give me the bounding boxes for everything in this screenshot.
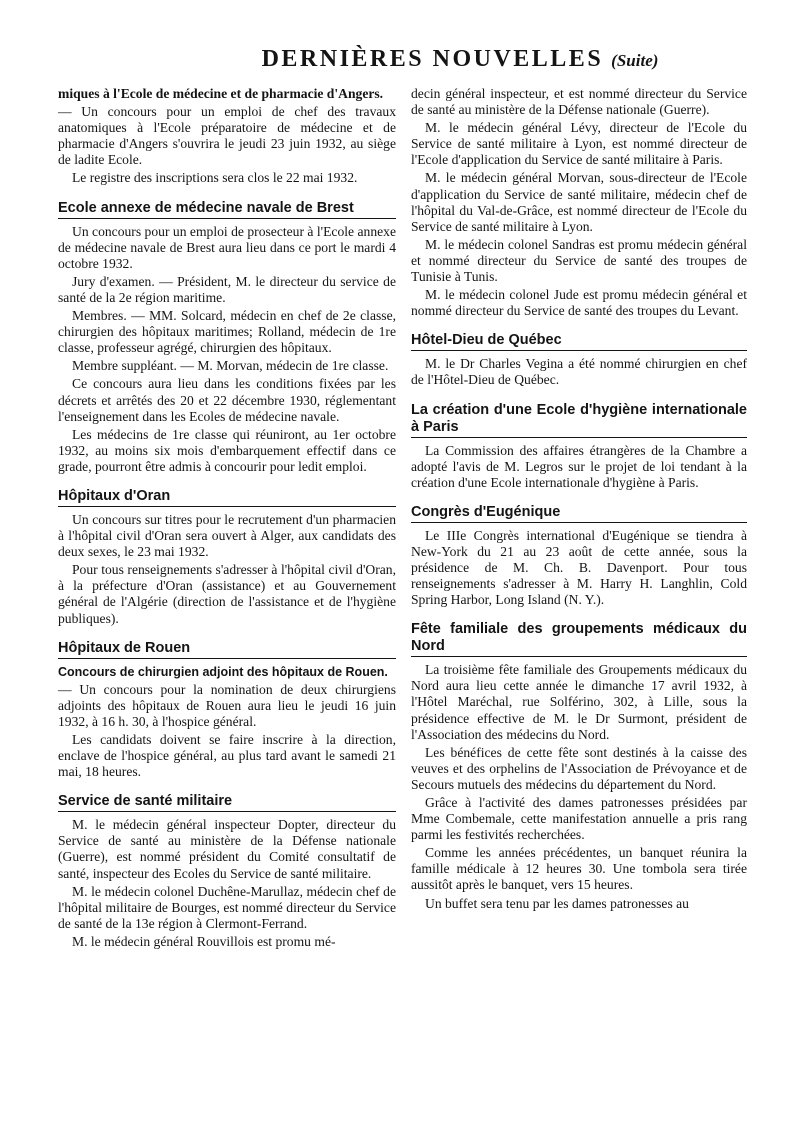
section-heading-fete: Fête familiale des groupements médicaux du Nord: [411, 621, 747, 657]
paragraph: Un concours pour un emploi de prosecteur à l'Ecole annexe de médecine navale de Brest aura lieu dans ce port le mardi 4 octobre 1932.: [58, 223, 396, 271]
paragraph: Comme les années précédentes, un banquet réunira la famille médicale à 12 heures 30. Une tombola sera tirée aussitôt après le banquet, vers 15 heures.: [411, 845, 747, 893]
intro-paragraph: — Un concours pour un emploi de chef des travaux anatomiques à l'Ecole préparatoire de médecine et de pharmacie d'Angers s'ouvrira le jeudi 23 juin 1932, au siège de ladite Ecole.: [58, 104, 396, 168]
running-head-title: DERNIÈRES NOUVELLES: [261, 46, 604, 72]
section-heading-militaire: Service de santé militaire: [58, 793, 396, 812]
paragraph: Un concours sur titres pour le recrutement d'un pharmacien à l'hôpital civil d'Oran sera ouvert à Alger, aux candidats des deux sexes, le 23 mai 1932.: [58, 511, 396, 560]
intro-line: miques à l'Ecole de médecine et de pharmacie d'Angers.: [58, 86, 384, 101]
paragraph: Membres. — MM. Solcard, médecin en chef de 2e classe, chirurgien des hôpitaux maritimes; Rolland, médecin de 1re classe, professeur agrégé, chirurgien des hôpitaux.: [58, 308, 396, 356]
paragraph: Grâce à l'activité des dames patronesses présidées par Mme Combemale, cette manifestation annuelle a pris rang parmi les festivités recherchées.: [411, 795, 747, 843]
right-column: [411, 86, 747, 914]
section-heading-rouen: Hôpitaux de Rouen: [58, 640, 396, 659]
paragraph: Un buffet sera tenu par les dames patronesses au: [425, 895, 689, 911]
left-column: [58, 86, 396, 952]
paragraph: M. le médecin colonel Sandras est promu médecin général et nommé directeur du Service de santé des troupes de Tunisie à Tunis.: [411, 236, 747, 285]
paragraph: Ce concours aura lieu dans les conditions fixées par les décrets et arrêtés des 20 et 22 décembre 1930, réglementant l'enseignement dans les Ecoles de médecine navale.: [58, 376, 396, 424]
paragraph: M. le Dr Charles Vegina a été nommé chirurgien en chef de l'Hôtel-Dieu de Québec.: [411, 356, 747, 388]
paragraph: Les bénéfices de cette fête sont destinés à la caisse des veuves et des orphelins de l'Association de Prévoyance et de Secours mutuels des médecins du département du Nord.: [411, 744, 747, 792]
section-heading-hygiene: La création d'une Ecole d'hygiène internationale à Paris: [411, 402, 747, 438]
paragraph: Jury d'examen. — Président, M. le directeur du service de santé de la 2e région maritime.: [58, 273, 396, 305]
paragraph: Les candidats doivent se faire inscrire à la direction, enclave de l'hospice général, au plus tard avant le samedi 21 mai, 18 heures.: [58, 732, 396, 780]
intro-paragraph: Le registre des inscriptions sera clos le 22 mai 1932.: [72, 170, 358, 186]
section-heading-quebec: Hôtel-Dieu de Québec: [411, 332, 747, 351]
running-head-suite: (Suite): [611, 51, 659, 70]
paragraph: M. le médecin colonel Duchêne-Marullaz, médecin chef de l'hôpital militaire de Bourges, est nommé directeur du Service de santé de la 13e région à Clermont-Ferrand.: [58, 883, 396, 931]
paragraph: — Un concours pour la nomination de deux chirurgiens adjoints des hôpitaux de Rouen aura lieu le jeudi 16 juin 1932, à 16 h. 30, à l'hospice général.: [58, 681, 396, 729]
paragraph: M. le médecin général Lévy, directeur de l'Ecole du Service de santé militaire à Lyon, est nommé directeur de l'Ecole d'application du Service de santé militaire à Paris.: [411, 120, 747, 168]
paragraph: Pour tous renseignements s'adresser à l'hôpital civil d'Oran, à la préfecture d'Oran (assistance) et au Gouvernement général de l'Algérie (direction de l'assistance et de l'hygiène publiques).: [58, 562, 396, 626]
paragraph: Le IIIe Congrès international d'Eugénique se tiendra à New-York du 21 au 23 août de cette année, sous la présidence de M. Ch. B. Davenport. Pour tous renseignements s'adresser à M. Harry H. Langhlin, Cold Spring Harbor, Long Island (N. Y.).: [411, 527, 747, 608]
section-heading-oran: Hôpitaux d'Oran: [58, 488, 396, 507]
paragraph: La troisième fête familiale des Groupements médicaux du Nord aura lieu cette année le dimanche 17 avril 1932, à l'Hôtel Maréchal, rue Solférino, 302, à Lille, sous la présidence effective de M. le Dr Surmont, président de l'Association des médecins du Nord.: [411, 662, 747, 742]
paragraph: M. le médecin colonel Jude est promu médecin général et nommé directeur du Service de santé des troupes du Levant.: [411, 287, 747, 319]
paragraph: Les médecins de 1re classe qui réuniront, au 1er octobre 1932, au moins six mois d'embarquement effectif dans ce grade, pourront être admis à concourir pour ledit emploi.: [58, 426, 396, 474]
paragraph: La Commission des affaires étrangères de la Chambre a adopté l'avis de M. Legros sur le projet de loi tendant à la création d'une Ecole internationale d'hygiène à Paris.: [411, 442, 747, 490]
paragraph: M. le médecin général Morvan, sous-directeur de l'Ecole d'application du Service de santé militaire, médecin chef de l'hôpital du Val-de-Grâce, est nommé directeur de l'Ecole du Service de santé militaire à Lyon.: [411, 170, 747, 234]
paragraph: M. le médecin général inspecteur Dopter, directeur du Service de santé au ministère de la Défense nationale (Guerre), est nommé président du Comité consultatif de santé, inspecteur des Ecoles du Service de santé militaire.: [58, 817, 396, 881]
subheading: Concours de chirurgien adjoint des hôpitaux de Rouen.: [58, 664, 388, 679]
paragraph: decin général inspecteur, et est nommé directeur du Service de santé au ministère de la Défense nationale (Guerre).: [411, 86, 747, 118]
paragraph: Membre suppléant. — M. Morvan, médecin de 1re classe.: [72, 358, 389, 374]
section-heading-eugenique: Congrès d'Eugénique: [411, 504, 747, 523]
paragraph: M. le médecin général Rouvillois est promu mé-: [72, 933, 336, 949]
running-head: [160, 46, 760, 73]
section-heading-brest: Ecole annexe de médecine navale de Brest: [58, 200, 396, 219]
